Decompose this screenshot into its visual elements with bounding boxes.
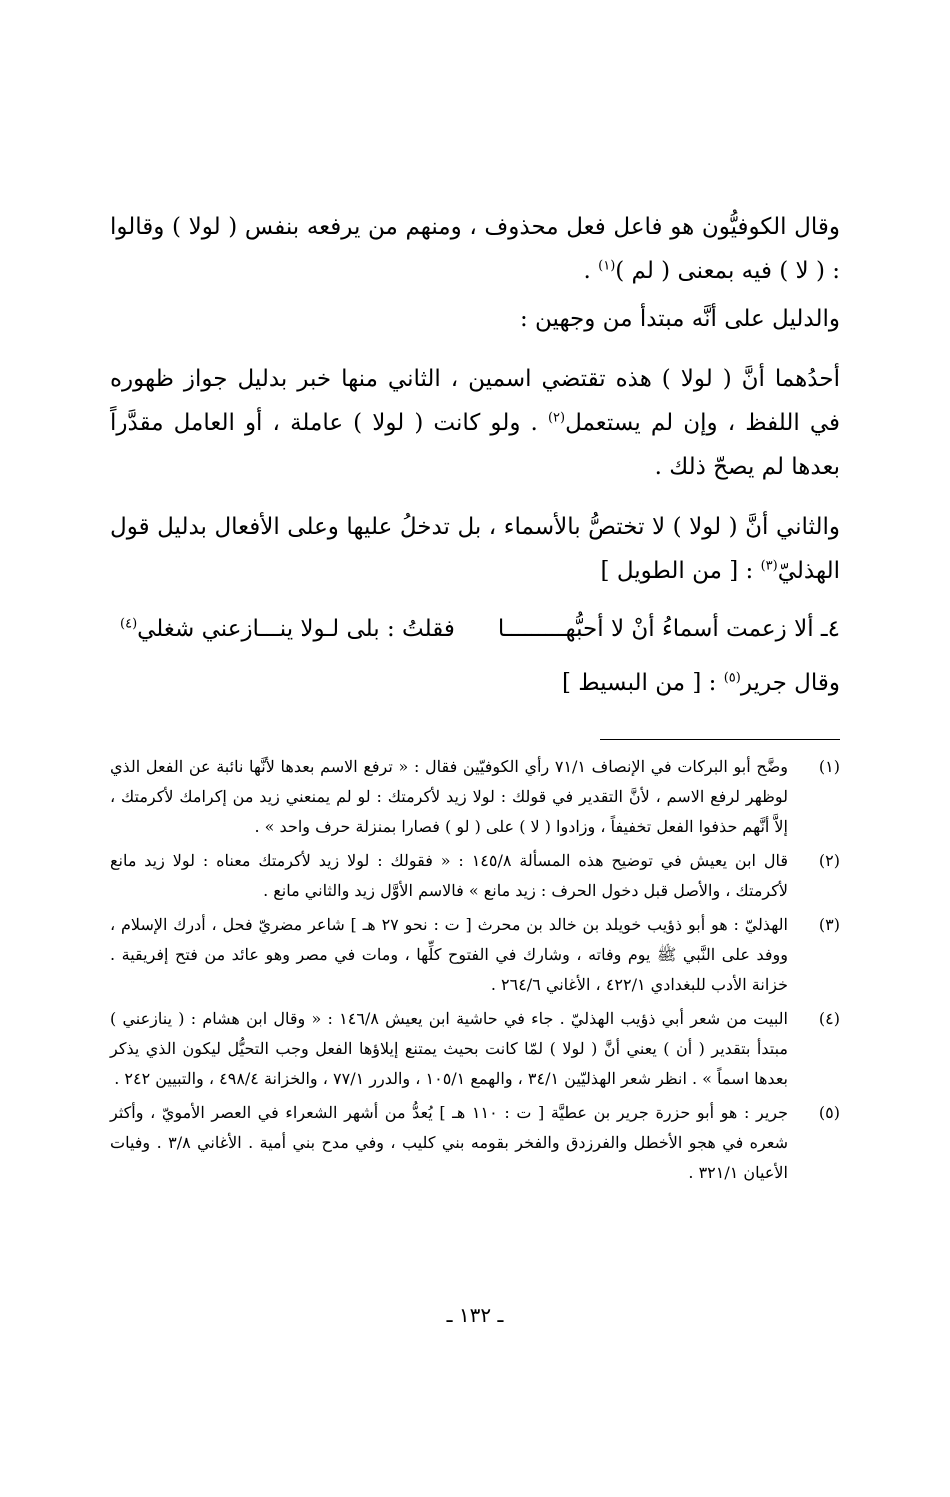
footnote-item [110,752,840,842]
paragraph-text: أحدُهما أنَّ ( لولا ) هذه تقتضي اسمين ، الثاني منها خبر بدليل جواز ظهوره في اللفظ ، وإن لم يستعمل [110,366,840,436]
paragraph-text-cont: : [ من الطويل ] [600,558,761,584]
footnote-item [110,910,840,1000]
footnote-number: (٥) [818,1103,840,1122]
footnote-separator [600,739,840,740]
footnote-number: (٣) [818,915,840,934]
page-number: ـ ١٣٢ ـ [446,1303,504,1327]
footnote-item [110,1004,840,1094]
footnote-ref-4: (٤) [120,616,138,632]
footnote-text: وضَّح أبو البركات في الإنصاف ٧١/١ رأي الكوفيّين فقال : « ترفع الاسم بعدها لأنَّها نائبة عن الفعل الذي لوظهر لرفع الاسم ، لأنَّ التقدير في قولك : لولا زيد لأكرمتك : لو لم يمنعني زيد من إكرامك لأكرمتك ، إلاَّ أنَّهم حذفوا الفعل تخفيفاً ، وزادوا ( لا ) على ( لو ) فصارا بمنزلة حرف واحد » . [110,757,789,836]
footnote-text: جرير : هو أبو حزرة جرير بن عطيَّة [ ت : ١١٠ هـ ] يُعدُّ من أشهر الشعراء في العصر الأمويّ ، وأكثر شعره في هجو الأخطل والفرزدق والفخر بقومه بني كليب ، وفي مدح بني أمية . الأغاني ٣/٨ . وفيات الأعيان ٣٢١/١ . [110,1103,789,1182]
footnotes [110,752,840,1192]
paragraph-first-reason [110,357,840,489]
paragraph-text: والدليل على أنَّه مبتدأ من وجهين : [519,306,840,332]
main-text [110,205,840,728]
footnote-ref-3: (٣) [760,558,778,574]
poem-second-hemistich: فقلتُ : بلى لـولا ينـــازعني شغلي [137,616,455,642]
paragraph-text-cont: : [ من البسيط ] [562,670,724,696]
paragraph-end: . [583,258,599,284]
paragraph-text: وقال الكوفيُّون هو فاعل فعل محذوف ، ومنهم من يرفعه بنفس ( لولا ) وقالوا : ( لا ) فيه بمعنى ( لم ) [110,214,840,284]
footnote-ref-5: (٥) [723,670,741,686]
footnote-number: (١) [818,757,840,776]
paragraph-second-reason [110,505,840,593]
footnote-number: (٢) [818,851,840,870]
footnote-number: (٤) [818,1009,840,1028]
footnote-ref-1: (١) [598,258,616,274]
paragraph-text: والثاني أنَّ ( لولا ) لا تختصُّ بالأسماء ، بل تدخلُ عليها وعلى الأفعال بدليل قول الهذليّ [110,514,840,584]
footnote-item [110,846,840,906]
poem-verse [120,607,840,651]
poem-second-hemistich-wrap [120,607,455,651]
paragraph-kufan-view [110,205,840,293]
footnote-text: البيت من شعر أبي ذؤيب الهذليّ . جاء في حاشية ابن يعيش ١٤٦/٨ : « وقال ابن هشام : ( ينازعني ) مبتدأ بتقدير ( أن ) يعني أنَّ ( لولا ) لمّا كانت بحيث يمتنع إيلاؤها الفعل وجب التحيُّل ليكون الذي يذكر بعدها اسماً » . انظر شعر الهذليّين ٣٤/١ ، والهمع ١٠٥/١ ، والدرر ٧٧/١ ، والخزانة ٤٩٨/٤ ، والتبيين ٢٤٢ . [110,1009,788,1088]
footnote-item [110,1098,840,1188]
paragraph-evidence-intro [110,297,840,341]
footnote-text: قال ابن يعيش في توضيح هذه المسألة ١٤٥/٨ : « فقولك : لولا زيد لأكرمتك معناه : لولا زيد مانع لأكرمتك ، والأصل قبل دخول الحرف : زيد مانع » فالاسم الأوَّل زيد والثاني مانع . [110,851,788,900]
poem-first-hemistich: ٤ـ ألا زعمت أسماءُ أنْ لا أحبُّهـــــــــا [497,616,840,642]
paragraph-text: وقال جرير [740,670,840,696]
paragraph-jarir-intro [110,661,840,705]
paragraph-text-cont: . ولو كانت ( لولا ) عاملة ، أو العامل مقدَّراً بعدها لم يصحّ ذلك . [110,410,840,480]
footnote-text: الهذليّ : هو أبو ذؤيب خويلد بن خالد بن محرث [ ت : نحو ٢٧ هـ ] شاعر مضريّ فحل ، أدرك الإسلام ، ووفد على النَّبي ﷺ يوم وفاته ، وشارك في الفتوح كلِّها ، ومات في مصر وهو عائد من فتح إفريقية . خزانة الأدب للبغدادي ٤٢٢/١ ، الأغاني ٢٦٤/٦ . [110,915,789,994]
footnote-ref-2: (٢) [547,410,566,426]
